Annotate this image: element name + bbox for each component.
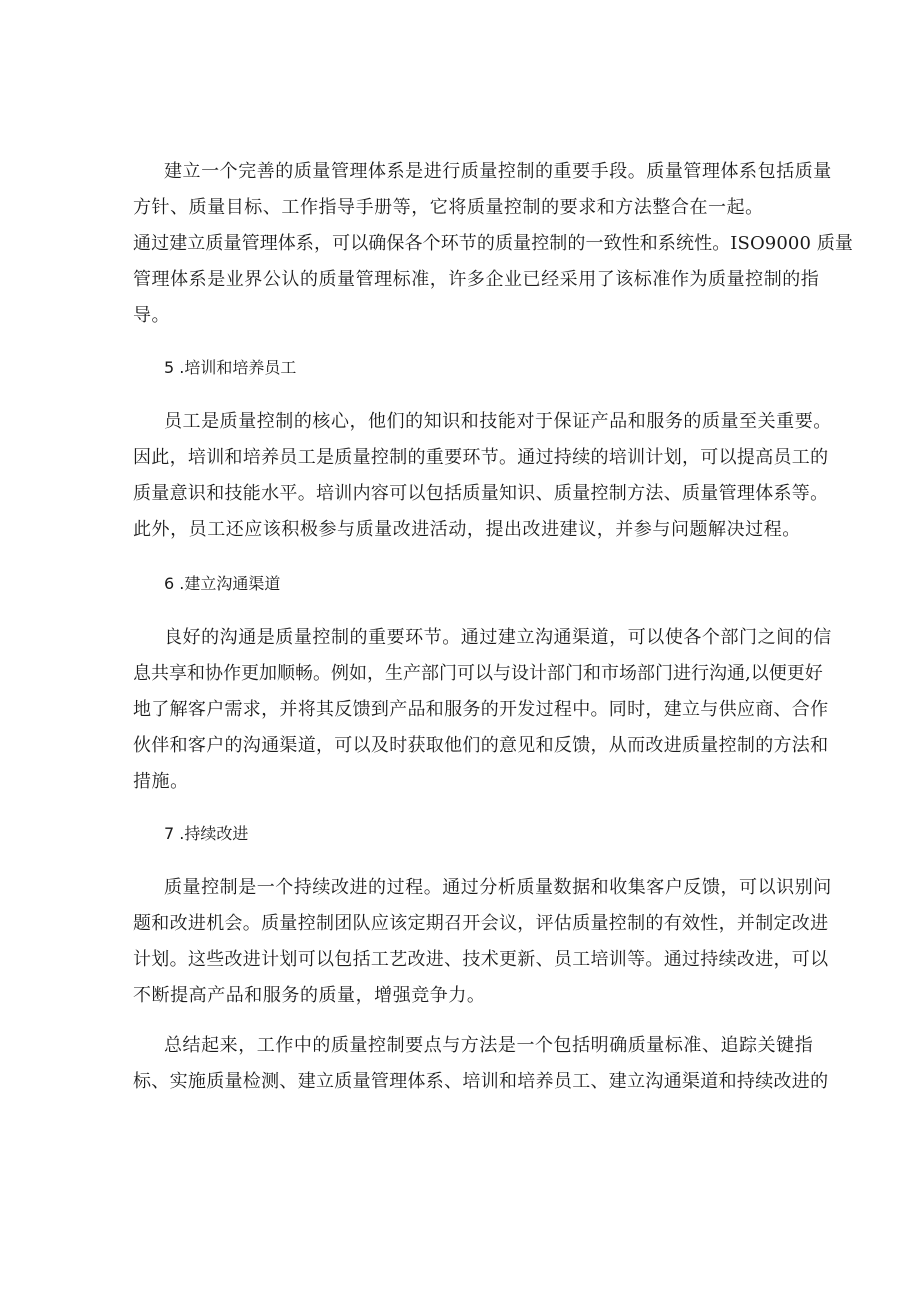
paragraph-improvement-line-3: 计划。这些改进计划可以包括工艺改进、技术更新、员工培训等。通过持续改进，可以 (133, 949, 829, 970)
paragraph-training-line-4: 此外，员工还应该积极参与质量改进活动，提出改进建议，并参与问题解决过程。 (133, 519, 801, 540)
paragraph-summary-line-2: 标、实施质量检测、建立质量管理体系、培训和培养员工、建立沟通渠道和持续改进的 (133, 1071, 829, 1092)
paragraph-qms-line-5: 导。 (133, 305, 171, 326)
section-heading-6: 6 .建立沟通渠道 (164, 574, 281, 593)
paragraph-communication-line-4: 伙伴和客户的沟通渠道，可以及时获取他们的意见和反馈，从而改进质量控制的方法和 (133, 735, 829, 756)
paragraph-communication-line-2: 息共享和协作更加顺畅。例如，生产部门可以与设计部门和市场部门进行沟通,以便更好 (133, 663, 823, 684)
section-heading-7: 7 .持续改进 (164, 824, 249, 843)
paragraph-summary-line-1: 总结起来，工作中的质量控制要点与方法是一个包括明确质量标准、追踪关键指 (164, 1035, 814, 1056)
paragraph-training-line-3: 质量意识和技能水平。培训内容可以包括质量知识、质量控制方法、质量管理体系等。 (133, 483, 829, 504)
paragraph-qms-line-1: 建立一个完善的质量管理体系是进行质量控制的重要手段。质量管理体系包括质量 (164, 161, 832, 182)
paragraph-qms-line-2: 方针、质量目标、工作指导手册等，它将质量控制的要求和方法整合在一起。 (133, 197, 764, 218)
paragraph-communication-line-3: 地了解客户需求，并将其反馈到产品和服务的开发过程中。同时，建立与供应商、合作 (133, 699, 829, 720)
paragraph-communication-line-1: 良好的沟通是质量控制的重要环节。通过建立沟通渠道，可以使各个部门之间的信 (164, 627, 832, 648)
paragraph-training-line-1: 员工是质量控制的核心，他们的知识和技能对于保证产品和服务的质量至关重要。 (164, 411, 832, 432)
paragraph-improvement-line-4: 不断提高产品和服务的质量，增强竞争力。 (133, 985, 486, 1006)
paragraph-training-line-2: 因此，培训和培养员工是质量控制的重要环节。通过持续的培训计划，可以提高员工的 (133, 447, 829, 468)
section-heading-5: 5 .培训和培养员工 (164, 358, 297, 377)
paragraph-improvement-line-2: 题和改进机会。质量控制团队应该定期召开会议，评估质量控制的有效性，并制定改进 (133, 913, 829, 934)
paragraph-communication-line-5: 措施。 (133, 771, 189, 792)
paragraph-improvement-line-1: 质量控制是一个持续改进的过程。通过分析质量数据和收集客户反馈，可以识别问 (164, 877, 832, 898)
paragraph-qms-line-4: 管理体系是业界公认的质量管理标准，许多企业已经采用了该标准作为质量控制的指 (133, 269, 820, 290)
paragraph-qms-line-3: 通过建立质量管理体系，可以确保各个环节的质量控制的一致性和系统性。ISO9000 质量 (133, 233, 854, 254)
